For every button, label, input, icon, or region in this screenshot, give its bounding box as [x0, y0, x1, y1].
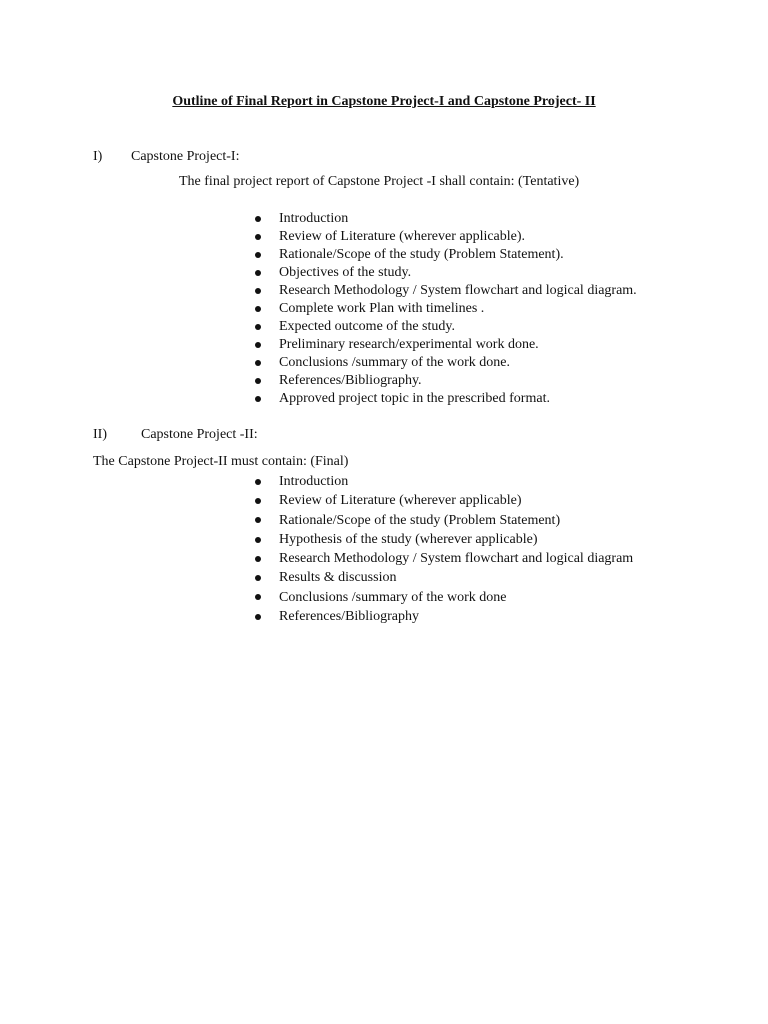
list-item-text: Introduction [279, 211, 349, 226]
list-item-text: Review of Literature (wherever applicable). [279, 229, 526, 244]
list-item-text: Conclusions /summary of the work done [279, 589, 507, 605]
bullet-icon [255, 479, 261, 485]
section-1-list [253, 210, 637, 408]
list-item [253, 588, 633, 607]
bullet-icon [255, 614, 261, 620]
list-item-text: Hypothesis of the study (wherever applicable) [279, 531, 538, 547]
bullet-icon [255, 594, 261, 600]
list-item-text: Research Methodology / System flowchart and logical diagram [279, 551, 634, 567]
list-item [253, 264, 637, 282]
section-1-label: Capstone Project-I: [131, 149, 240, 164]
list-item [253, 568, 633, 587]
bullet-icon [255, 324, 261, 330]
list-item-text: References/Bibliography [279, 609, 419, 625]
list-item [253, 607, 633, 626]
document-title: Outline of Final Report in Capstone Project-I and Capstone Project- II [172, 94, 596, 109]
list-item-text: Conclusions /summary of the work done. [279, 355, 510, 370]
list-item [253, 210, 637, 228]
section-2-intro: The Capstone Project-II must contain: (Final) [93, 454, 349, 469]
list-item-text: Results & discussion [279, 570, 397, 586]
list-item [253, 530, 633, 549]
bullet-icon [255, 537, 261, 543]
section-1-intro: The final project report of Capstone Project -I shall contain: (Tentative) [179, 174, 580, 189]
list-item-text: Approved project topic in the prescribed format. [279, 391, 550, 406]
bullet-icon [255, 378, 261, 384]
list-item [253, 228, 637, 246]
bullet-icon [255, 252, 261, 258]
section-1-heading [93, 148, 393, 166]
list-item [253, 336, 637, 354]
list-item-text: Preliminary research/experimental work done. [279, 337, 539, 352]
list-item [253, 491, 633, 510]
bullet-icon [255, 342, 261, 348]
list-item [253, 472, 633, 491]
list-item-text: Introduction [279, 474, 349, 489]
bullet-icon [255, 556, 261, 562]
list-item [253, 318, 637, 336]
bullet-icon [255, 498, 261, 504]
bullet-icon [255, 396, 261, 402]
section-2-label: Capstone Project -II: [141, 427, 258, 442]
list-item [253, 511, 633, 530]
section-2-number: II) [93, 427, 107, 442]
section-2-list [253, 472, 633, 626]
bullet-icon [255, 270, 261, 276]
list-item [253, 300, 637, 318]
list-item [253, 354, 637, 372]
list-item-text: Complete work Plan with timelines . [279, 301, 485, 316]
section-1-number: I) [93, 149, 103, 164]
list-item-text: Review of Literature (wherever applicable) [279, 493, 522, 509]
list-item [253, 372, 637, 390]
bullet-icon [255, 360, 261, 366]
list-item [253, 282, 637, 300]
list-item [253, 246, 637, 264]
bullet-icon [255, 575, 261, 581]
bullet-icon [255, 216, 261, 222]
list-item-text: Rationale/Scope of the study (Problem Statement). [279, 247, 564, 262]
list-item [253, 549, 633, 568]
list-item-text: Objectives of the study. [279, 265, 412, 280]
list-item [253, 390, 637, 408]
list-item-text: Rationale/Scope of the study (Problem Statement) [279, 512, 561, 528]
bullet-icon [255, 234, 261, 240]
list-item-text: References/Bibliography. [279, 373, 422, 388]
list-item-text: Expected outcome of the study. [279, 319, 455, 334]
list-item-text: Research Methodology / System flowchart and logical diagram. [279, 283, 637, 298]
bullet-icon [255, 306, 261, 312]
bullet-icon [255, 517, 261, 523]
bullet-icon [255, 288, 261, 294]
section-2-heading [93, 426, 393, 444]
